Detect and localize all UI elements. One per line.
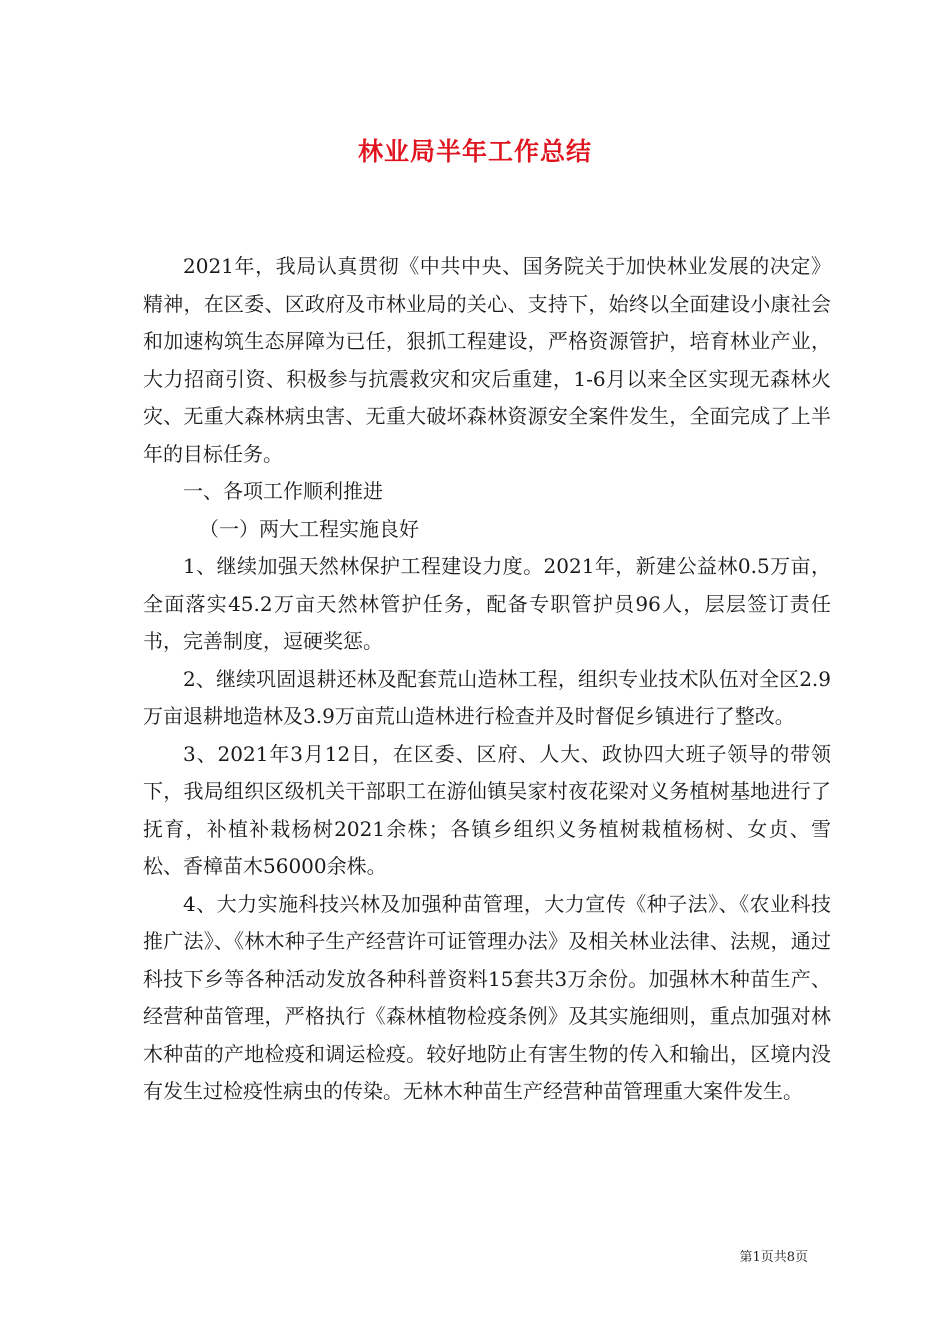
section-heading: 一、各项工作顺利推进	[183, 479, 383, 503]
document-title: 林业局半年工作总结	[357, 137, 592, 166]
intro-paragraph: 2021年，我局认真贯彻《中共中央、国务院关于加快林业发展的决定》精神，在区委、区政府及市林业局的关心、支持下，始终以全面建设小康社会和加速构筑生态屏障为已任，狠抓工程建设，严格资源管护，培育林业产业，大力招商引资、积极参与抗震救灾和灾后重建，1-6月以来全区实现无森林火灾、无重大森林病虫害、无重大破坏森林资源安全案件发生，全面完成了上半年的目标任务。	[143, 254, 831, 466]
page-number: 第1页共8页	[739, 1250, 808, 1265]
document-body	[143, 248, 831, 1111]
item-paragraph-1: 1、继续加强天然林保护工程建设力度。2021年，新建公益林0.5万亩，全面落实45.2万亩天然林管护任务，配备专职管护员96人，层层签订责任书，完善制度，逗硬奖惩。	[143, 554, 831, 653]
item-paragraph-2: 2、继续巩固退耕还林及配套荒山造林工程，组织专业技术队伍对全区2.9万亩退耕地造林及3.9万亩荒山造林进行检查并及时督促乡镇进行了整改。	[143, 666, 831, 728]
item-paragraph-4: 4、大力实施科技兴林及加强种苗管理，大力宣传《种子法》、《农业科技推广法》、《林木种子生产经营许可证管理办法》及相关林业法律、法规，通过科技下乡等各种活动发放各种科普资料15套共3万余份。加强林木种苗生产、经营种苗管理，严格执行《森林植物检疫条例》及其实施细则，重点加强对林木种苗的产地检疫和调运检疫。较好地防止有害生物的传入和输出，区境内没有发生过检疫性病虫的传染。无林木种苗生产经营种苗管理重大案件发生。	[143, 891, 831, 1103]
item-paragraph-3: 3、2021年3月12日，在区委、区府、人大、政协四大班子领导的带领下，我局组织区级机关干部职工在游仙镇吴家村夜花梁对义务植树基地进行了抚育，补植补栽杨树2021余株；各镇乡组织义务植树栽植杨树、女贞、雪松、香樟苗木56000余株。	[143, 741, 831, 878]
subsection-heading: （一）两大工程实施良好	[199, 516, 419, 541]
